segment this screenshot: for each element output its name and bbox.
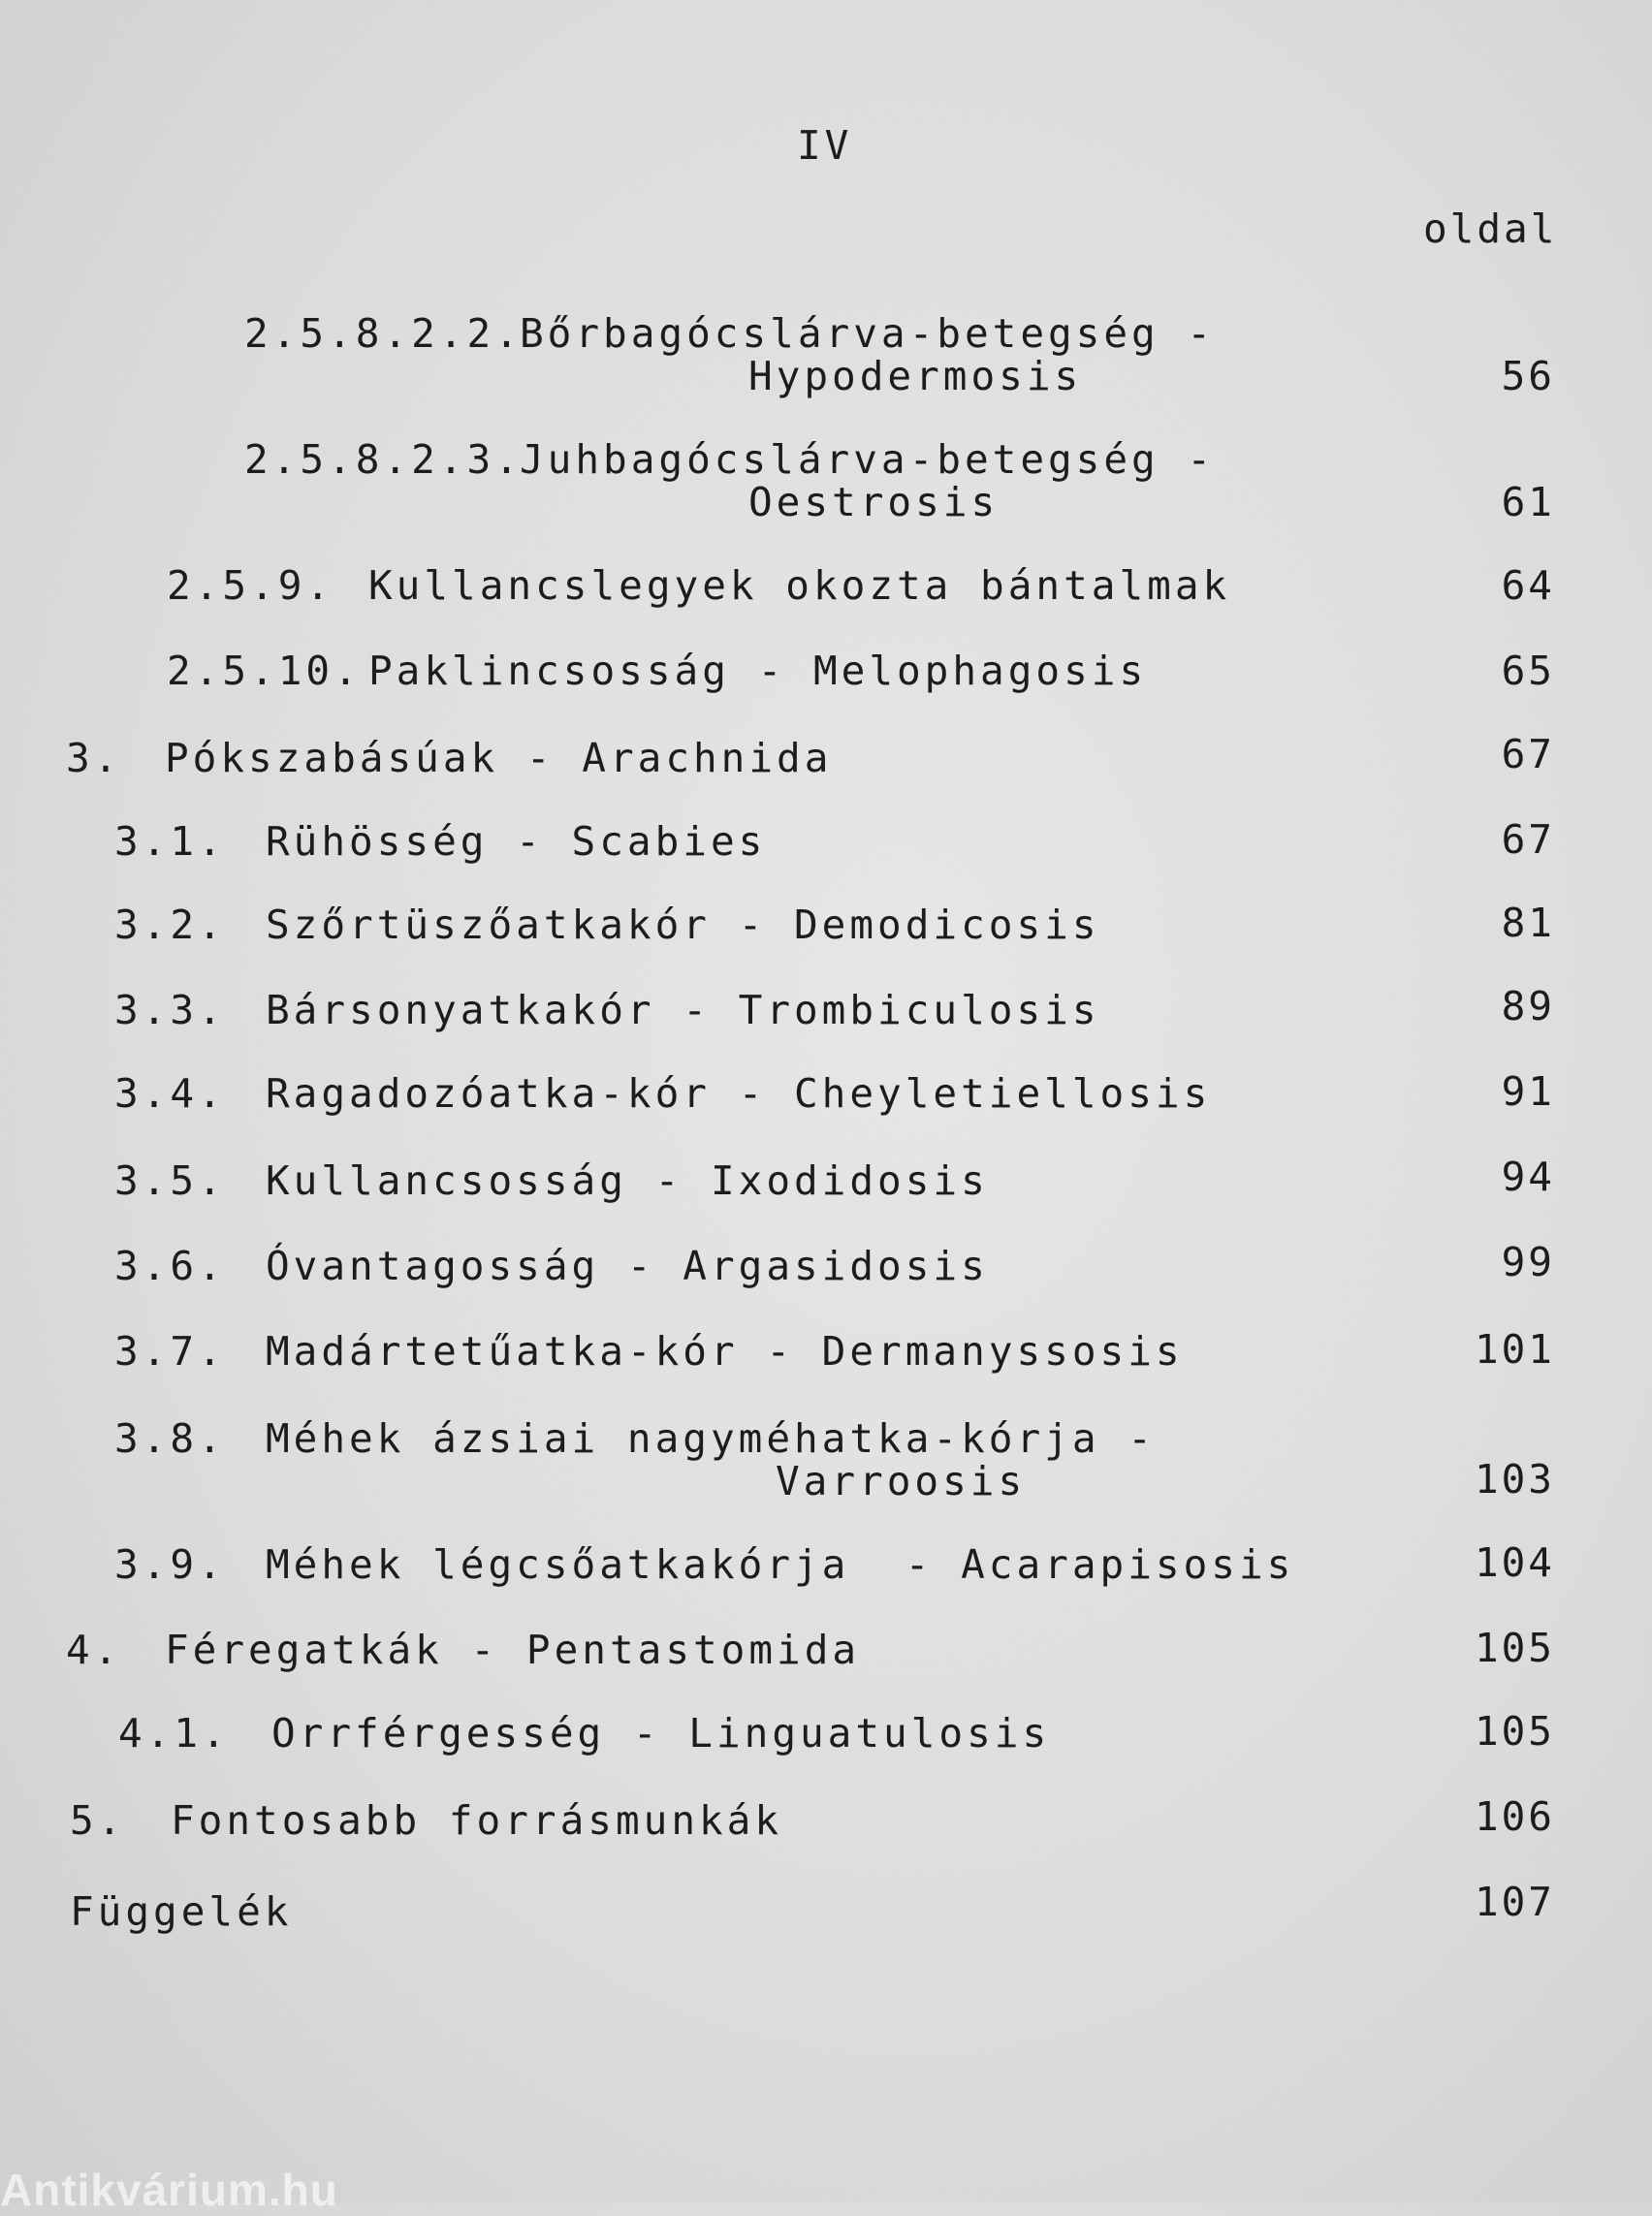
page-number: IV (797, 122, 853, 169)
entry-title: Ragadozóatka-kór - Cheyletiellosis (266, 1070, 1212, 1117)
entry-number: 5. (70, 1797, 126, 1844)
entry-page: 103 (1474, 1456, 1555, 1503)
entry-page: 105 (1474, 1625, 1555, 1671)
entry-number: 2.5.10. (167, 648, 362, 694)
entry-page: 81 (1501, 900, 1555, 946)
entry-title: Óvantagosság - Argasidosis (266, 1243, 989, 1289)
entry-number: 3.2. (114, 902, 226, 948)
entry-page: 56 (1501, 353, 1555, 399)
entry-number: 3. (66, 735, 122, 781)
entry-page: 99 (1501, 1239, 1555, 1285)
entry-title: Fontosabb forrásmunkák (171, 1797, 783, 1844)
entry-title: Féregatkák - Pentastomida (165, 1627, 861, 1673)
entry-number: 2.5.8.2.3. (244, 436, 523, 483)
entry-title: Rühösség - Scabies (266, 818, 767, 865)
entry-title: Szőrtüszőatkakór - Demodicosis (266, 902, 1100, 948)
entry-number: 4.1. (118, 1710, 230, 1757)
entry-page: 89 (1501, 983, 1555, 1029)
entry-number: 3.3. (114, 987, 226, 1033)
entry-page: 64 (1501, 562, 1555, 609)
entry-number: 3.5. (114, 1157, 226, 1204)
entry-page: 101 (1474, 1326, 1555, 1373)
entry-page: 65 (1501, 648, 1555, 694)
entry-title-line1: Méhek ázsiai nagyméhatka-kórja - (266, 1415, 1156, 1462)
entry-title-line2: Oestrosis (748, 479, 1000, 525)
entry-page: 61 (1501, 479, 1555, 525)
entry-page: 91 (1501, 1068, 1555, 1115)
entry-page: 104 (1474, 1539, 1555, 1586)
entry-page: 105 (1474, 1708, 1555, 1755)
entry-number: 3.8. (114, 1415, 226, 1462)
entry-number: 2.5.8.2.2. (244, 310, 523, 357)
entry-title: Kullancsosság - Ixodidosis (266, 1157, 989, 1204)
entry-title: Pókszabásúak - Arachnida (165, 735, 833, 781)
watermark: Antikvárium.hu (0, 2165, 338, 2215)
page-column-header: oldal (1423, 206, 1558, 252)
entry-number: 3.7. (114, 1328, 226, 1375)
entry-title: Paklincsosság - Melophagosis (368, 648, 1148, 694)
entry-number: 3.6. (114, 1243, 226, 1289)
entry-title: Függelék (70, 1888, 293, 1935)
entry-number: 4. (66, 1627, 122, 1673)
entry-title: Orrférgesség - Linguatulosis (271, 1710, 1051, 1757)
entry-title: Méhek légcsőatkakórja - Acarapisosis (266, 1541, 1295, 1588)
entry-page: 67 (1501, 731, 1555, 777)
entry-title-line1: Bőrbagócslárva-betegség - (520, 310, 1216, 357)
entry-title: Bársonyatkakór - Trombiculosis (266, 987, 1100, 1033)
entry-title-line2: Varroosis (776, 1458, 1027, 1504)
entry-page: 107 (1474, 1879, 1555, 1925)
entry-page: 67 (1501, 816, 1555, 863)
entry-number: 2.5.9. (167, 562, 334, 609)
entry-title-line2: Hypodermosis (748, 353, 1083, 399)
entry-number: 3.9. (114, 1541, 226, 1588)
entry-number: 3.1. (114, 818, 226, 865)
entry-page: 106 (1474, 1793, 1555, 1840)
entry-title: Kullancslegyek okozta bántalmak (368, 562, 1231, 609)
entry-title: Madártetűatka-kór - Dermanyssosis (266, 1328, 1184, 1375)
entry-number: 3.4. (114, 1070, 226, 1117)
entry-page: 94 (1501, 1154, 1555, 1200)
entry-title-line1: Juhbagócslárva-betegség - (520, 436, 1216, 483)
